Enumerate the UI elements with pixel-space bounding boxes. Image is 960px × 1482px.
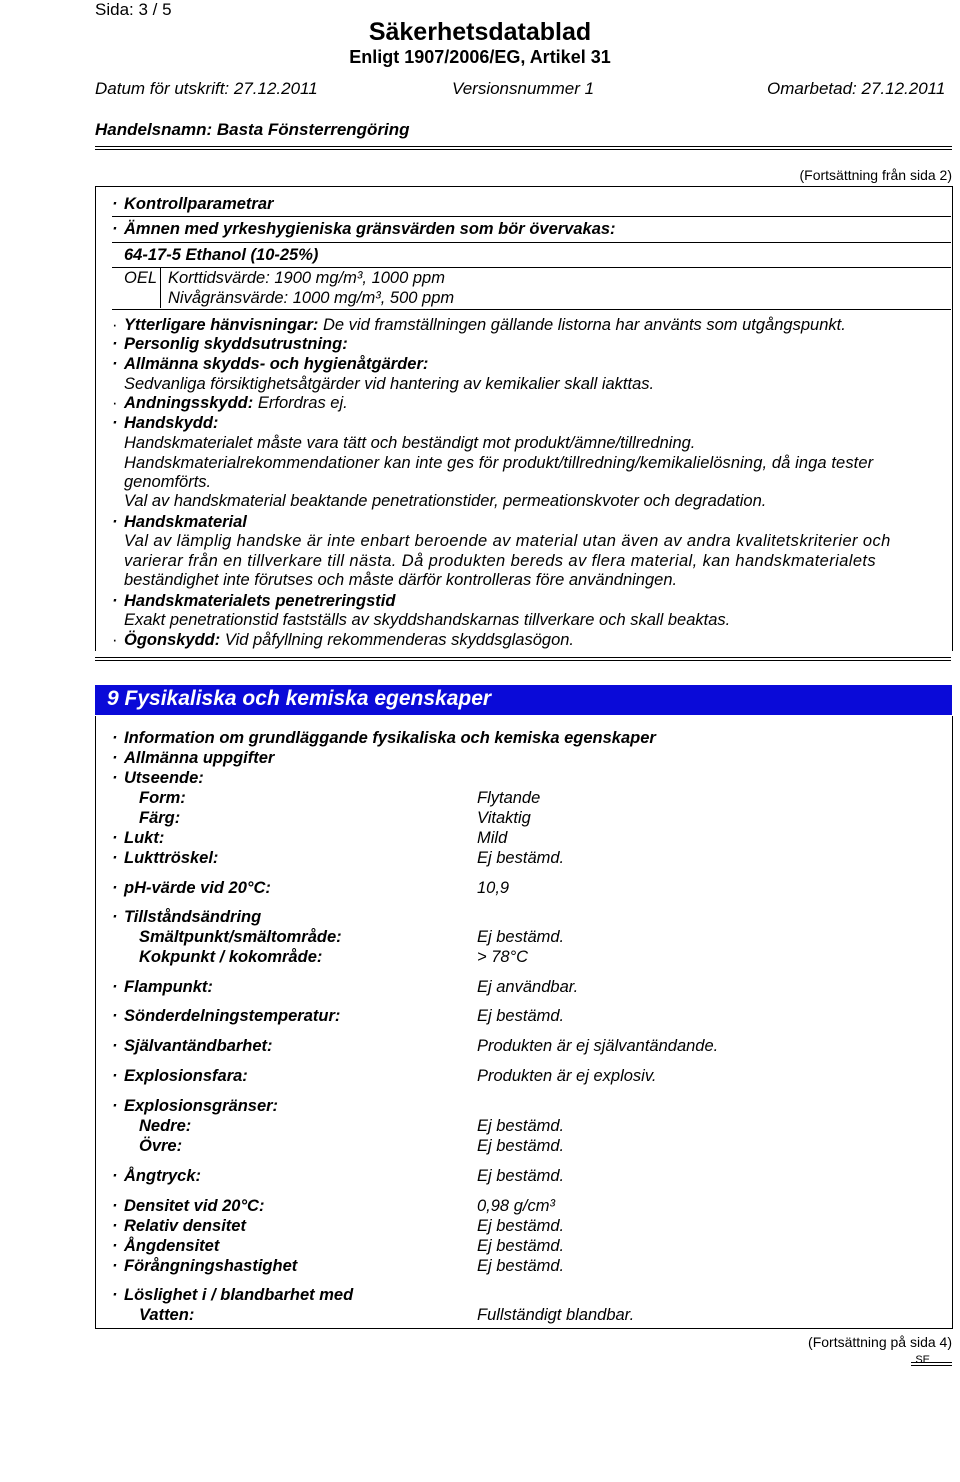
vapor-density-value: Ej bestämd. [477, 1237, 565, 1255]
glove-text-2: varierar från en tillverkare till nästa. Då produkten bereds av flera material, kan handskmaterialets [124, 552, 877, 570]
odor-threshold-value: Ej bestämd. [477, 849, 565, 867]
boiling-value: > 78°C [477, 948, 529, 966]
solubility-heading: · Löslighet i / blandbarhet med [112, 1286, 354, 1304]
page-number: Sida: 3 / 5 [95, 0, 172, 19]
general-info-heading: · Allmänna uppgifter [112, 749, 275, 767]
oel-divider [160, 267, 161, 308]
vapor-density-label: · Ångdensitet [112, 1237, 220, 1255]
lower-limit-label: Nedre: [139, 1117, 192, 1135]
melting-label: Smältpunkt/smältområde: [139, 928, 342, 946]
lower-limit-value: Ej bestämd. [477, 1117, 565, 1135]
evaporation-rate-label: · Förångningshastighet [112, 1257, 298, 1275]
eye-protection: · Ögonskydd: Vid påfyllning rekommenderas skyddsglasögon. [112, 631, 575, 649]
water-value: Fullständigt blandbar. [477, 1306, 635, 1324]
vapor-pressure-label: · Ångtryck: [112, 1167, 202, 1185]
ph-value: 10,9 [477, 879, 510, 897]
header-rule [95, 149, 952, 150]
section-separator [95, 657, 951, 658]
flashpoint-label: · Flampunkt: [112, 978, 213, 996]
appearance-heading: · Utseende: [112, 769, 204, 787]
section-separator [95, 660, 951, 661]
upper-limit-value: Ej bestämd. [477, 1137, 565, 1155]
form-label: Form: [139, 789, 186, 807]
glove-text-3: beständighet inte förutses och måste därför kontrolleras före användningen. [124, 571, 678, 589]
oel-level: Nivågränsvärde: 1000 mg/m³, 500 ppm [168, 289, 455, 307]
document-title: Säkerhetsdatablad [368, 18, 592, 46]
upper-limit-label: Övre: [139, 1137, 183, 1155]
glove-text-1: Val av lämplig handske är inte enbart beroende av material utan även av andra kvalitetskriterier och [124, 532, 891, 550]
density-label: · Densitet vid 20°C: [112, 1197, 265, 1215]
flashpoint-value: Ej användbar. [477, 978, 579, 996]
version-number: Versionsnummer 1 [452, 79, 595, 98]
ph-label: · pH-värde vid 20°C: [112, 879, 271, 897]
glove-material-heading: · Handskmaterial [112, 513, 247, 531]
continuation-from: (Fortsättning från sida 2) [799, 167, 952, 183]
section9-header: 9 Fysikaliska och kemiska egenskaper [95, 685, 952, 715]
hand-text-2a: Handskmaterialrekommendationer kan inte ges för produkt/tillredning/kemikalielösning, då inga tester [124, 454, 874, 472]
water-label: Vatten: [139, 1306, 195, 1324]
general-measures-heading: · Allmänna skydds- och hygienåtgärder: [112, 355, 429, 373]
evaporation-rate-value: Ej bestämd. [477, 1257, 565, 1275]
decomposition-label: · Sönderdelningstemperatur: [112, 1007, 341, 1025]
autoignition-value: Produkten är ej självantändande. [477, 1037, 719, 1055]
relative-density-label: · Relativ densitet [112, 1217, 246, 1235]
hand-text-3: Val av handskmaterial beaktande penetrationstider, permeationskvoter och degradation. [124, 492, 767, 510]
trade-name: Handelsnamn: Basta Fönsterrengöring [95, 120, 410, 139]
boiling-label: Kokpunkt / kokområde: [139, 948, 323, 966]
ppe-heading: · Personlig skyddsutrustning: [112, 335, 348, 353]
explosion-limits-heading: · Explosionsgränser: [112, 1097, 279, 1115]
hand-protection-heading: · Handskydd: [112, 414, 219, 432]
respiratory-protection: · Andningsskydd: Erfordras ej. [112, 394, 348, 412]
explosion-hazard-value: Produkten är ej explosiv. [477, 1067, 657, 1085]
color-label: Färg: [139, 809, 181, 827]
relative-density-value: Ej bestämd. [477, 1217, 565, 1235]
vapor-pressure-value: Ej bestämd. [477, 1167, 565, 1185]
form-value: Flytande [477, 789, 541, 807]
penetration-heading: · Handskmaterialets penetreringstid [112, 592, 396, 610]
penetration-text: Exakt penetrationstid fastställs av skyddshandskarnas tillverkare och skall beaktas. [124, 611, 731, 629]
state-change-heading: · Tillståndsändring [112, 908, 262, 926]
hand-text-2b: genomförts. [124, 473, 212, 491]
divider [112, 216, 951, 217]
continuation-to: (Fortsättning på sida 4) [808, 1334, 952, 1350]
info-heading: · Information om grundläggande fysikaliska och kemiska egenskaper [112, 729, 656, 747]
revised-date: Omarbetad: 27.12.2011 [767, 79, 946, 98]
header-rule [95, 146, 952, 147]
substance-name: 64-17-5 Ethanol (10-25%) [124, 246, 319, 264]
autoignition-label: · Självantändbarhet: [112, 1037, 273, 1055]
general-measures-text: Sedvanliga försiktighetsåtgärder vid hantering av kemikalier skall iakttas. [124, 375, 655, 393]
explosion-hazard-label: · Explosionsfara: [112, 1067, 248, 1085]
divider [112, 242, 951, 243]
odor-label: · Lukt: [112, 829, 165, 847]
control-params-heading: · Kontrollparametrar [112, 195, 274, 213]
language-code: SE [915, 1354, 930, 1366]
color-value: Vitaktig [477, 809, 531, 827]
substances-heading: · Ämnen med yrkeshygieniska gränsvärden som bör övervakas: [112, 220, 616, 238]
melting-value: Ej bestämd. [477, 928, 565, 946]
decomposition-value: Ej bestämd. [477, 1007, 565, 1025]
odor-threshold-label: · Lukttröskel: [112, 849, 219, 867]
oel-short-term: Korttidsvärde: 1900 mg/m³, 1000 ppm [168, 269, 445, 287]
further-references: · Ytterligare hänvisningar: De vid framställningen gällande listorna har använts som utgångspunkt. [112, 316, 846, 334]
density-value: 0,98 g/cm³ [477, 1197, 555, 1215]
document-subtitle: Enligt 1907/2006/EG, Artikel 31 [349, 47, 611, 67]
divider [112, 309, 951, 310]
odor-value: Mild [477, 829, 508, 847]
print-date: Datum för utskrift: 27.12.2011 [95, 79, 318, 98]
hand-text-1: Handskmaterialet måste vara tätt och beständigt mot produkt/ämne/tillredning. [124, 434, 696, 452]
oel-label: OEL [124, 269, 158, 287]
